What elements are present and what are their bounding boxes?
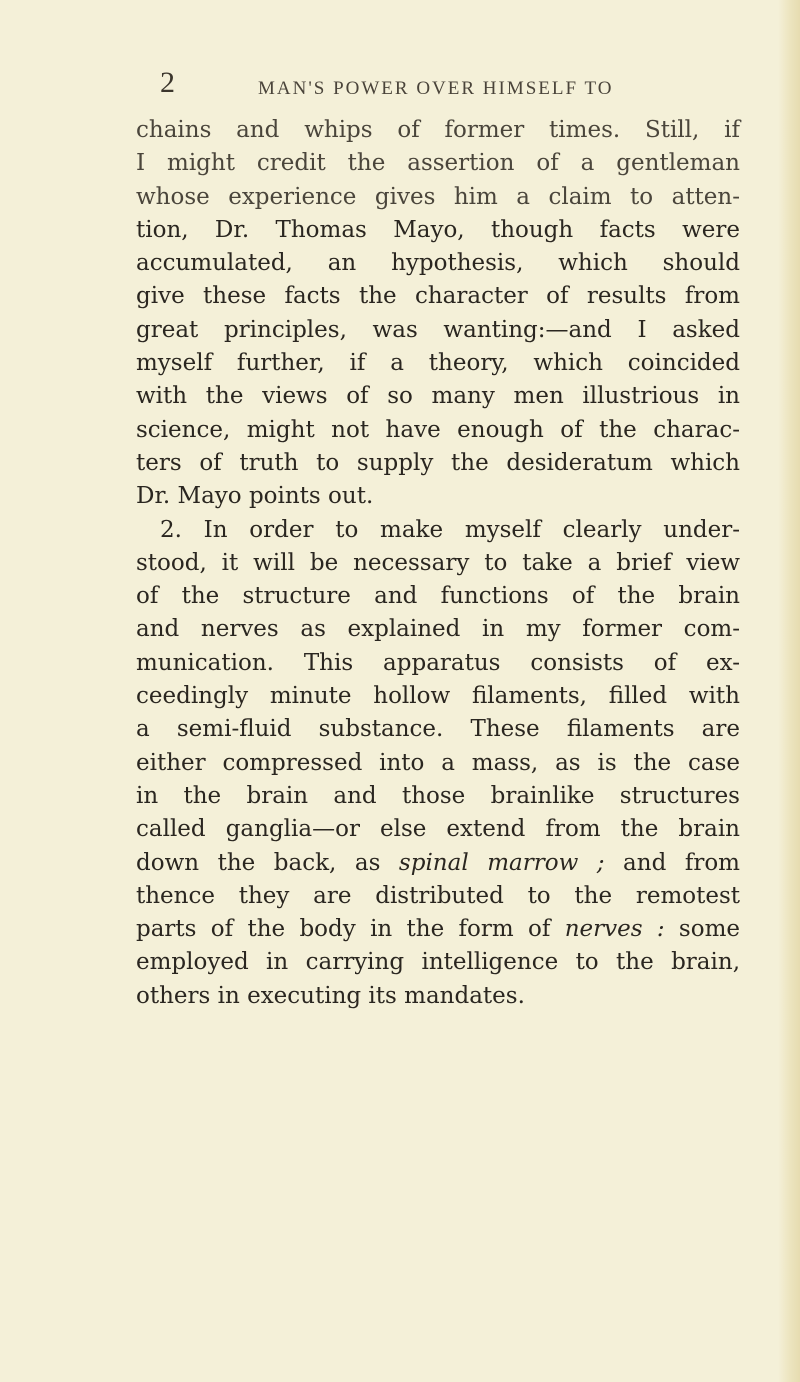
text-line: of the structure and functions of the brain [136,583,740,610]
text-line: others in executing its mandates. [136,982,525,1009]
text-line: great principles, was wanting:—and I asked [136,316,740,343]
text-line: a semi-fluid substance. These filaments are [136,716,740,743]
text-line: science, might not have enough of the charac- [136,416,740,443]
text-line: give these facts the character of results from [136,283,740,310]
body-text [136,114,740,1013]
text-line: chains and whips of former times. Still, if [136,117,740,143]
text-line: I might credit the assertion of a gentleman [136,150,740,177]
text-segment: parts of the body in the form of [136,916,565,943]
text-line: ceedingly minute hollow filaments, filled with [136,683,740,710]
text-line: tion, Dr. Thomas Mayo, though facts were [136,216,740,243]
page-number: 2 [160,66,175,99]
paragraph-start-line: 2. In order to make myself clearly under- [160,516,740,543]
text-segment: down the back, as [136,849,399,876]
text-segment: and from [604,849,740,876]
text-line: called ganglia—or else extend from the brain [136,816,740,843]
text-line: either compressed into a mass, as is the case [136,749,740,776]
page-edge-shadow [778,0,800,1382]
italic-term-nerves: nerves : [564,916,665,943]
text-line: accumulated, an hypothesis, which should [136,250,740,277]
text-line: in the brain and those brainlike structures [136,782,740,809]
italic-term-spinal-marrow: spinal marrow ; [398,849,605,876]
text-line: thence they are distributed to the remotest [136,882,740,909]
text-line: with the views of so many men illustrious in [136,383,740,410]
text-line: employed in carrying intelligence to the brain, [136,949,740,976]
text-line: ters of truth to supply the desideratum which [136,449,740,476]
text-line-with-italic [136,913,740,946]
text-segment: some [664,916,740,943]
text-line: whose experience gives him a claim to atten- [136,183,740,210]
text-line: myself further, if a theory, which coincided [136,350,740,377]
text-line-with-italic [136,847,740,880]
text-line: and nerves as explained in my former com- [136,616,740,643]
page-header [160,66,760,114]
running-title: MAN'S POWER OVER HIMSELF TO [258,78,614,99]
text-line: Dr. Mayo points out. [136,483,374,510]
text-line: stood, it will be necessary to take a brief view [136,549,740,576]
text-line: munication. This apparatus consists of ex- [136,649,740,676]
